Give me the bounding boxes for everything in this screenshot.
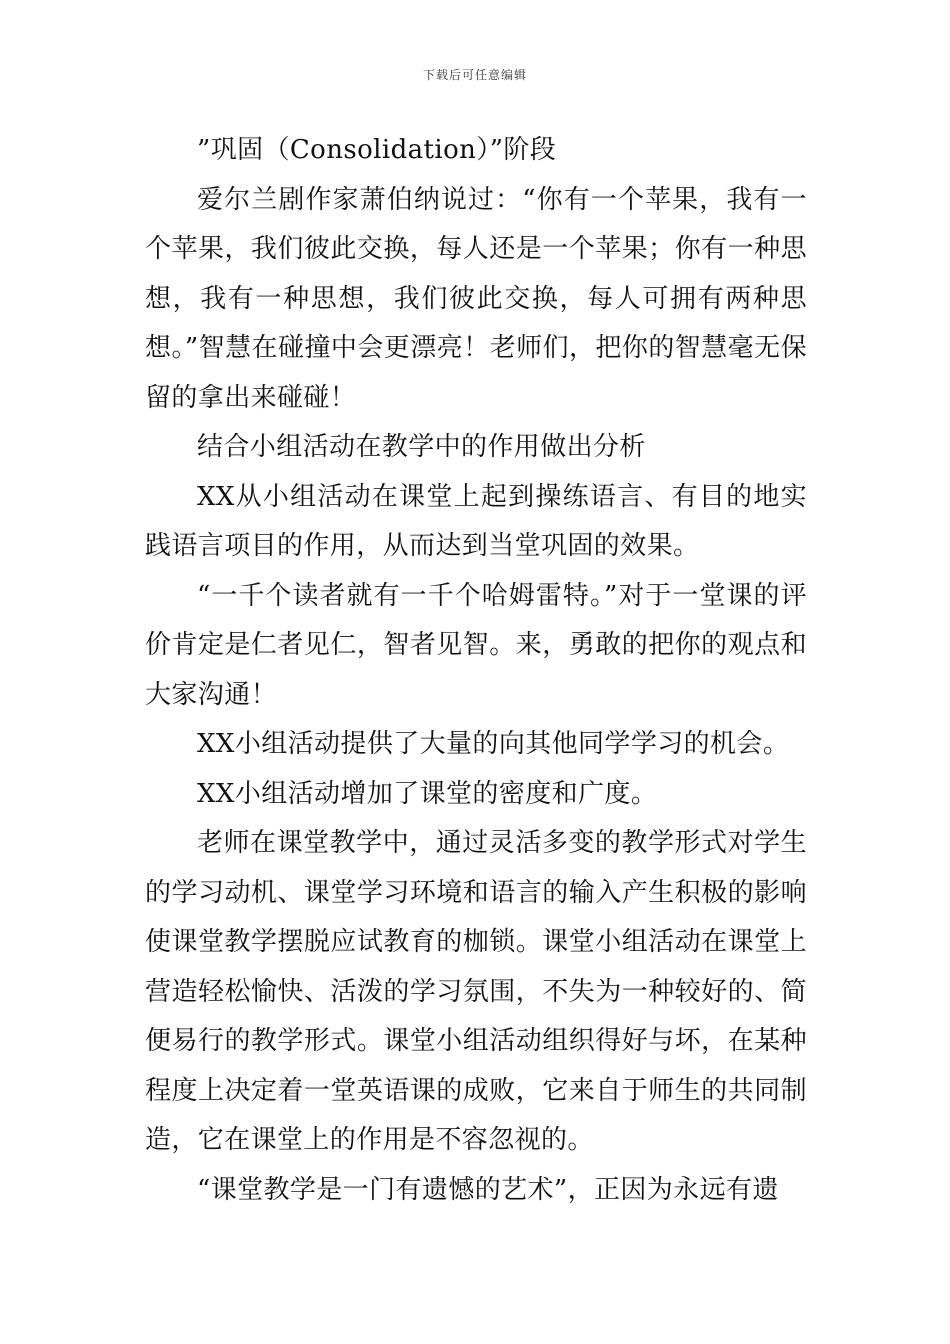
paragraph: 结合小组活动在教学中的作用做出分析 [197, 432, 646, 462]
paragraph: 爱尔兰剧作家萧伯纳说过：“你有一个苹果，我有一个苹果，我们彼此交换，每人还是一个苹果；你有一种思想，我有一种思想，我们彼此交换，每人可拥有两种思想。”智慧在碰撞中会更漂亮！老师们，把你的智慧毫无保留的拿出来碰碰！ [145, 184, 807, 413]
section-heading: ”巩固（Consolidation）”阶段 [197, 135, 557, 165]
page-header: 下载后可任意编辑 [422, 68, 527, 82]
paragraph: XX从小组活动在课堂上起到操练语言、有目的地实践语言项目的作用，从而达到当堂巩固的效果。 [145, 481, 807, 561]
document-body [145, 126, 807, 1215]
paragraph: “一千个读者就有一千个哈姆雷特。”对于一堂课的评价肯定是仁者见仁，智者见智。来，勇敢的把你的观点和大家沟通！ [145, 580, 807, 710]
paragraph: 老师在课堂教学中，通过灵活多变的教学形式对学生的学习动机、课堂学习环境和语言的输入产生积极的影响使课堂教学摆脱应试教育的枷锁。课堂小组活动在课堂上营造轻松愉快、活泼的学习氛围，不失为一种较好的、简便易行的教学形式。课堂小组活动组织得好与坏，在某种程度上决定着一堂英语课的成败，它来自于师生的共同制造，它在课堂上的作用是不容忽视的。 [145, 828, 807, 1155]
paragraph: “课堂教学是一门有遗憾的艺术”，正因为永远有遗 [197, 1174, 779, 1205]
paragraph: XX小组活动提供了大量的向其他同学学习的机会。 [197, 729, 790, 759]
paragraph: XX小组活动增加了课堂的密度和广度。 [197, 778, 658, 809]
